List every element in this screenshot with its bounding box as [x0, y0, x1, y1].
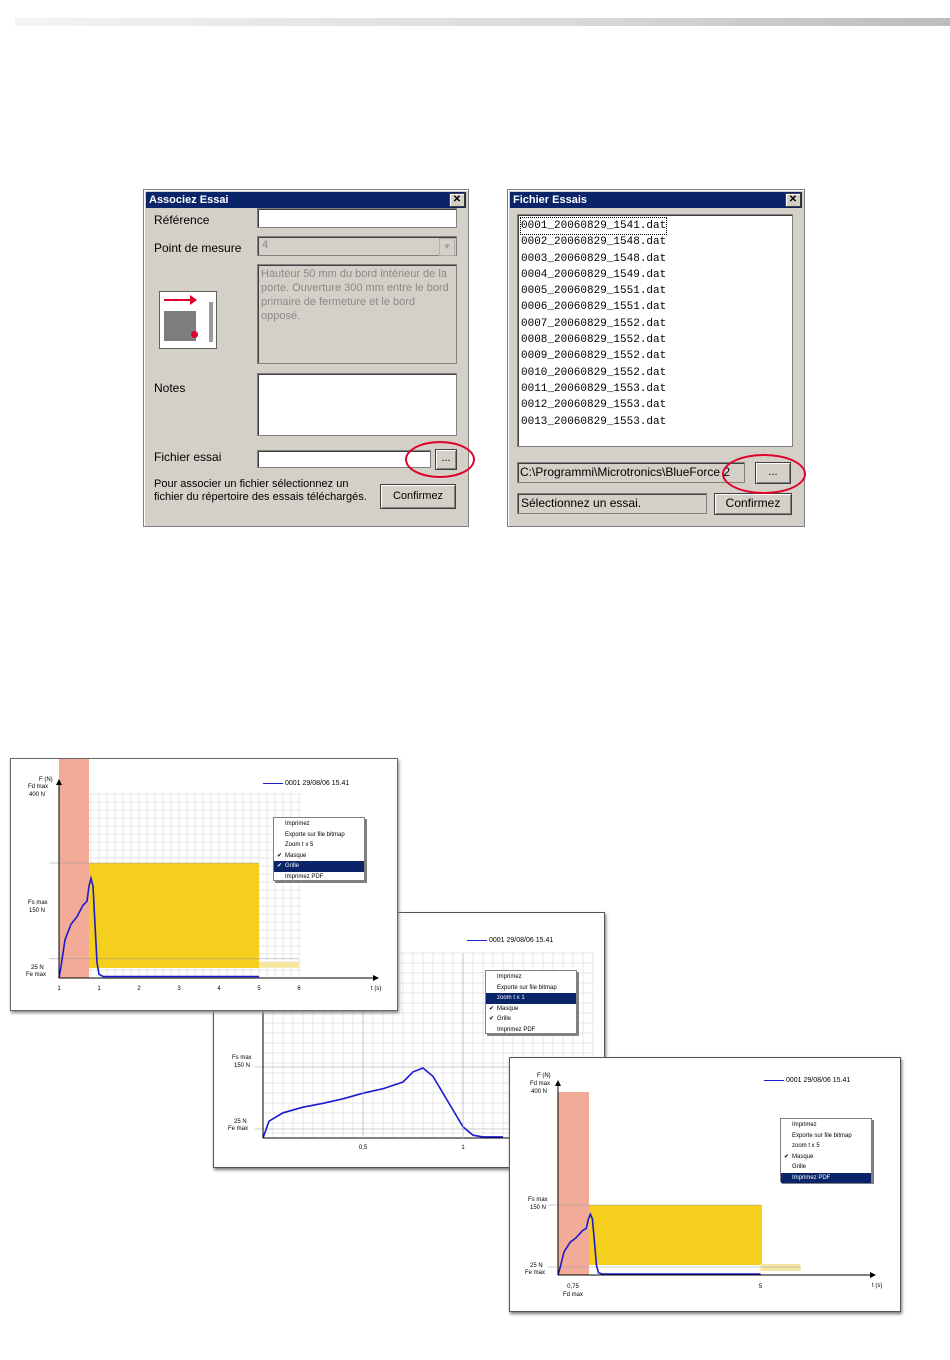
arrow-icon [373, 975, 379, 981]
x-axis-label: t (s) [371, 986, 382, 992]
check-icon: ✔ [489, 1016, 495, 1022]
y-axis-label: F (N) [537, 1073, 551, 1079]
path-field[interactable]: C:\Programmi\Microtronics\BlueForce 2 [517, 462, 745, 483]
close-icon[interactable]: ✕ [449, 193, 465, 207]
y-tick-label: 25 N [530, 1263, 543, 1269]
menu-item[interactable]: Imprimez PDF [781, 1173, 871, 1184]
y-tick-label: 400 N [531, 1089, 548, 1095]
menu-item[interactable]: Zoom t x 5 [285, 842, 314, 848]
list-item[interactable]: 0007_20060829_1552.dat [521, 317, 667, 330]
list-item[interactable]: 0008_20060829_1552.dat [521, 334, 667, 347]
x-tick-label: 3 [177, 986, 181, 992]
menu-item[interactable]: Imprimez [285, 821, 310, 827]
check-icon: ✔ [784, 1153, 790, 1160]
notes-label: Notes [154, 381, 186, 395]
check-icon: ✔ [277, 863, 283, 869]
menu-item[interactable]: Exporte sur file bitmap [285, 831, 345, 838]
x-tick-label: 0,75 [567, 1284, 579, 1290]
y-tick-label: Fs max [232, 1055, 252, 1061]
chart-legend: 0001 29/08/06 15.41 [263, 780, 349, 787]
y-tick-label: Fe max [228, 1126, 249, 1132]
list-item[interactable]: 0002_20060829_1548.dat [521, 236, 667, 249]
reference-label: Référence [154, 213, 210, 227]
browse-file-button[interactable]: ... [435, 449, 457, 470]
y-tick-label: Fe max [26, 972, 47, 978]
arrow-icon [555, 1080, 561, 1086]
point-de-mesure-value: 4 [262, 239, 269, 251]
chart-pdf-svg [510, 1058, 900, 1311]
measuring-point-icon [159, 291, 217, 349]
x-tick-label: 1 [97, 986, 101, 992]
chevron-down-icon[interactable]: ▼ [439, 238, 455, 256]
fe-max-zone [259, 962, 299, 968]
list-item[interactable]: 0006_20060829_1551.dat [521, 301, 667, 314]
reference-input[interactable] [257, 208, 457, 228]
list-item[interactable]: 0013_20060829_1553.dat [521, 415, 667, 428]
check-icon: ✔ [489, 1005, 495, 1012]
list-item[interactable]: 0003_20060829_1548.dat [521, 252, 667, 265]
highlight-ring [722, 454, 806, 494]
context-menu[interactable] [485, 970, 577, 1034]
chart-legend: 0001 29/08/06 15.41 [467, 937, 553, 944]
y-tick-label: 150 N [234, 1063, 251, 1069]
close-icon[interactable]: ✕ [785, 193, 801, 207]
fichier-essai-label: Fichier essai [154, 450, 222, 464]
menu-item[interactable]: zoom t x 1 [486, 993, 576, 1004]
x-tick-label: 6 [297, 986, 301, 992]
menu-item[interactable]: Imprimez [497, 974, 522, 980]
chart-window-full [10, 758, 398, 1011]
y-tick-label: Fe max [525, 1270, 546, 1276]
menu-item[interactable]: Imprimez [792, 1122, 817, 1128]
x-tick-label: 4 [217, 986, 221, 992]
file-list[interactable] [517, 214, 793, 447]
y-tick-label: 400 N [29, 792, 46, 798]
menu-item[interactable]: zoom t x 5 [792, 1143, 820, 1149]
y-axis-label: F (N) [39, 777, 53, 783]
list-item[interactable]: 0004_20060829_1549.dat [521, 268, 667, 281]
point-de-mesure-label: Point de mesure [154, 241, 242, 255]
point-description-text: Hauteur 50 mm du bord intérieur de la porte. Ouverture 300 mm entre le bord primaire de fermeture et le bord opposé. [257, 264, 457, 364]
fs-max-zone [89, 863, 259, 968]
list-item[interactable]: 0011_20060829_1553.dat [521, 382, 667, 395]
confirm-button[interactable]: Confirmez [714, 493, 792, 515]
list-item[interactable]: 0012_20060829_1553.dat [521, 399, 667, 412]
fe-max-zone [761, 1264, 801, 1271]
x-axis-label: t (s) [872, 1283, 883, 1289]
y-tick-label: 150 N [530, 1205, 547, 1211]
x-tick-label: 5 [758, 1284, 763, 1290]
y-tick-label: 25 N [31, 965, 44, 971]
menu-item[interactable]: Exporte sur file bitmap [792, 1132, 852, 1139]
x-tick-label: 5 [257, 986, 261, 992]
y-tick-label: Fd max [28, 784, 49, 790]
list-item[interactable]: 0009_20060829_1552.dat [521, 350, 667, 363]
menu-item[interactable]: Exporte sur file bitmap [497, 984, 557, 991]
confirm-button[interactable]: Confirmez [380, 484, 456, 509]
list-item[interactable]: 0010_20060829_1552.dat [521, 366, 667, 379]
menu-item[interactable]: Grille [792, 1164, 807, 1170]
y-tick-label: 150 N [29, 908, 46, 914]
check-icon: ✔ [277, 852, 283, 859]
chart-legend: 0001 29/08/06 15.41 [764, 1077, 850, 1084]
menu-item[interactable]: Imprimez PDF [497, 1026, 536, 1033]
fd-max-zone [558, 1092, 589, 1275]
context-menu[interactable] [780, 1118, 872, 1182]
x-tick-label: 1 [57, 986, 61, 992]
status-field: Sélectionnez un essai. [517, 493, 707, 514]
x-tick-label: 2 [137, 986, 141, 992]
highlight-ring [405, 441, 475, 478]
x-tick-label: Fd max [562, 1292, 584, 1298]
y-tick-label: Fs max [28, 900, 48, 906]
dialog-title-bar[interactable] [510, 192, 802, 208]
x-tick-label: 0,5 [358, 1145, 368, 1151]
menu-item[interactable]: ✔ Masque [274, 851, 364, 862]
dialog-title: Fichier Essais [513, 194, 587, 206]
x-tick-label: 1 [461, 1145, 465, 1151]
chart-full-svg [11, 759, 397, 1010]
y-tick-label: 25 N [234, 1119, 247, 1125]
chart-window-pdf [509, 1057, 901, 1312]
arrow-icon [870, 1272, 876, 1278]
browse-folder-button[interactable]: ... [755, 462, 791, 484]
page-header-rule [15, 18, 950, 26]
fs-max-zone [589, 1205, 762, 1265]
context-menu[interactable] [273, 817, 365, 881]
dialog-title-bar[interactable] [146, 192, 466, 208]
menu-item[interactable]: ✔ Grille [274, 861, 364, 872]
y-tick-label: Fd max [530, 1081, 551, 1087]
menu-item[interactable]: ✔ Masque [781, 1152, 871, 1163]
menu-item[interactable]: Imprimez PDF [285, 873, 324, 880]
list-item[interactable]: 0001_20060829_1541.dat [521, 218, 666, 234]
notes-textarea[interactable] [257, 373, 457, 436]
menu-item[interactable]: ✔ Grille [486, 1014, 576, 1025]
dialog-title: Associez Essai [149, 194, 229, 206]
y-tick-label: Fs max [528, 1197, 548, 1203]
menu-item[interactable]: ✔ Masque [486, 1004, 576, 1015]
point-de-mesure-select[interactable] [257, 236, 457, 256]
hint-text: Pour associer un fichier sélectionnez un fichier du répertoire des essais téléchargés. [154, 478, 367, 503]
associez-essai-dialog [143, 189, 469, 527]
list-item[interactable]: 0005_20060829_1551.dat [521, 285, 667, 298]
